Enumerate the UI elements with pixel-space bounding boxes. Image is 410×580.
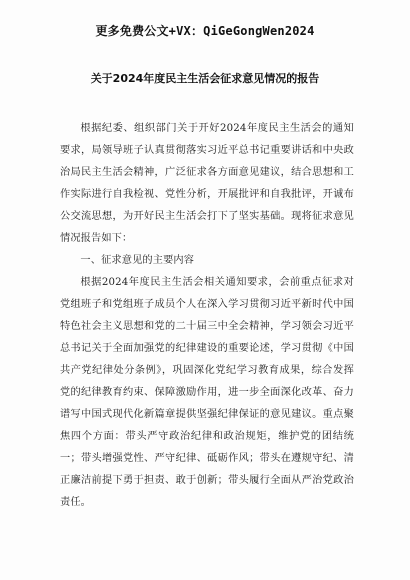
watermark-header: 更多免费公文+VX：QiGeGongWen2024 [95,24,315,38]
section-heading: 一、征求意见的主要内容 [80,255,195,266]
intro-paragraph: 根据纪委、组织部门关于开好2024年度民主生活会的通知要求，局领导班子认真贯彻落实习近平总书记重要讲话和中央政治局民主生活会精神，广泛征求各方面意见建议，结合思想和工作实际进行自我检视、党性分析，开展批评和自我批评，开诚布公交流思想，为开好民主生活会打下了坚实基础。现将征求意见情况报告如下： [60,123,354,244]
document-body [60,118,354,514]
section-paragraph: 根据2024年度民主生活会相关通知要求，会前重点征求对党组班子和党组班子成员个人在深入学习贯彻习近平新时代中国特色社会主义思想和党的二十届三中全会精神，学习领会习近平总书记关于全面加强党的纪律建设的重要论述，学习贯彻《中国共产党纪律处分条例》，巩固深化党纪学习教育成果，综合发挥党的纪律教育约束、保障激励作用，进一步全面深化改革、奋力谱写中国式现代化新篇章提供坚强纪律保证的意见建议。重点聚焦四个方面：带头严守政治纪律和政治规矩，维护党的团结统一；带头增强党性、严守纪律、砥砺作风；带头在遵规守纪、清正廉洁前提下勇于担责、敢于创新；带头履行全面从严治党政治责任。 [60,277,354,508]
document-title: 关于2024年度民主生活会征求意见情况的报告 [90,72,320,85]
